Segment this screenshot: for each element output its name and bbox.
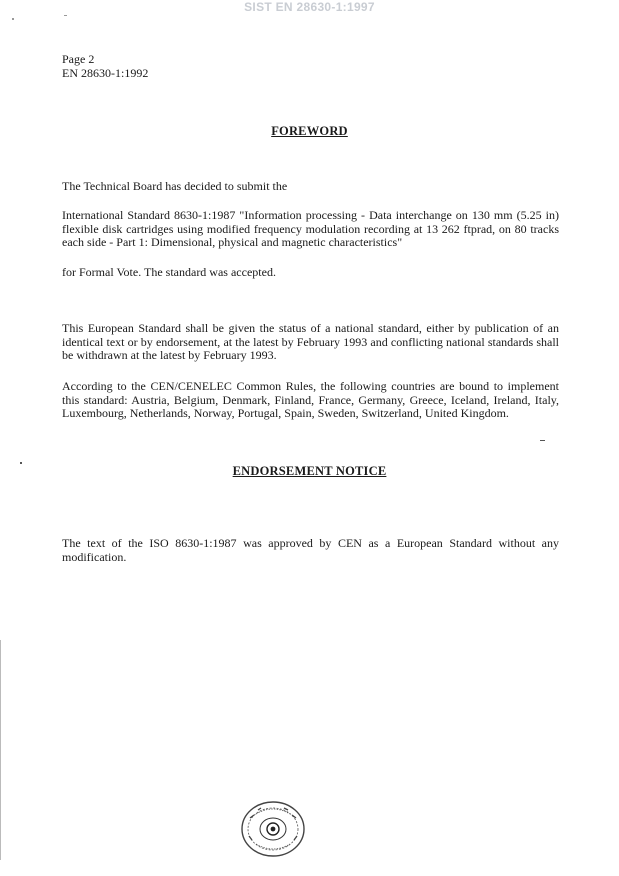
foreword-heading: FOREWORD bbox=[271, 124, 348, 138]
endorsement-heading: ENDORSEMENT NOTICE bbox=[232, 464, 387, 478]
official-stamp-icon bbox=[240, 800, 306, 858]
scan-speck bbox=[20, 462, 22, 464]
scan-speck bbox=[540, 440, 545, 441]
foreword-paragraph-4: This European Standard shall be given the status of a national standard, either by publication of an identical text or by endorsement, at the latest by February 1993 and conflicting national standards shall be withdrawn at the latest by February 1993. bbox=[62, 321, 559, 362]
foreword-paragraph-5: According to the CEN/CENELEC Common Rules, the following countries are bound to implement this standard: Austria, Belgium, Denmark, Finland, France, Germany, Greece, Iceland, Ireland, Italy, Luxembourg, Netherlands, Norway, Portugal, Spain, Sweden, Switzerland, United Kingdom. bbox=[62, 379, 559, 420]
standard-number: EN 28630-1:1992 bbox=[62, 66, 149, 80]
endorsement-paragraph: The text of the ISO 8630-1:1987 was approved by CEN as a European Standard without any modification. bbox=[62, 536, 559, 564]
scan-margin-line bbox=[0, 640, 1, 860]
watermark: SIST EN 28630-1:1997 bbox=[244, 0, 375, 14]
foreword-paragraph-1: The Technical Board has decided to submit the bbox=[62, 179, 288, 193]
scan-speck bbox=[64, 15, 67, 16]
foreword-paragraph-3: for Formal Vote. The standard was accepted. bbox=[62, 265, 276, 279]
scan-speck bbox=[12, 18, 14, 20]
foreword-paragraph-2: International Standard 8630-1:1987 "Information processing - Data interchange on 130 mm (5.25 in) flexible disk cartridges using modified frequency modulation recording at 13 262 ftprad, on 80 tracks each side - Part 1: Dimensional, physical and magnetic characteristics" bbox=[62, 208, 559, 249]
page-number: Page 2 bbox=[62, 52, 95, 66]
